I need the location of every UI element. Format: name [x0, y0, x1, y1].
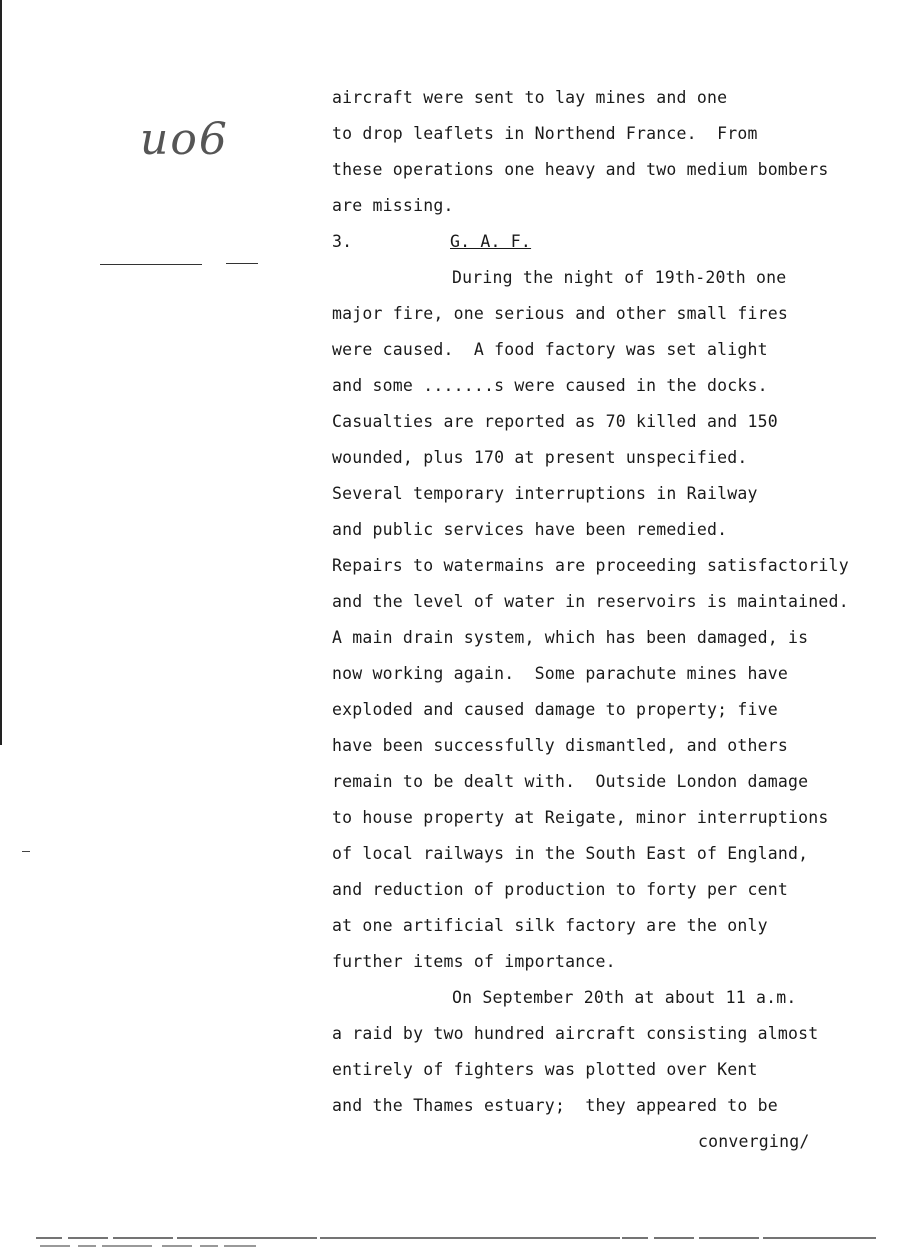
- text-line: at one artificial silk factory are the only: [332, 916, 768, 935]
- text-line: wounded, plus 170 at present unspecified.: [332, 448, 748, 467]
- text-line: and some .......s were caused in the docks.: [332, 376, 768, 395]
- text-line: and the level of water in reservoirs is maintained.: [332, 592, 849, 611]
- catchword: converging/: [698, 1132, 810, 1151]
- text-line: Casualties are reported as 70 killed and 150: [332, 412, 778, 431]
- typed-text-block: [332, 86, 892, 1166]
- text-line: During the night of 19th-20th one: [452, 268, 787, 287]
- margin-rule-right: [226, 263, 258, 264]
- text-line: to house property at Reigate, minor interruptions: [332, 808, 829, 827]
- text-line: A main drain system, which has been damaged, is: [332, 628, 809, 647]
- text-line: now working again. Some parachute mines have: [332, 664, 789, 683]
- text-line: exploded and caused damage to property; five: [332, 700, 778, 719]
- scan-edge-line: [0, 0, 2, 745]
- text-line: and the Thames estuary; they appeared to be: [332, 1096, 778, 1115]
- margin-annotation: uo6: [140, 114, 229, 165]
- text-line: On September 20th at about 11 a.m.: [452, 988, 797, 1007]
- text-line: to drop leaflets in Northend France. From: [332, 124, 758, 143]
- text-line: further items of importance.: [332, 952, 616, 971]
- text-line: aircraft were sent to lay mines and one: [332, 88, 728, 107]
- text-line: these operations one heavy and two medium bombers: [332, 160, 829, 179]
- section-heading: [332, 230, 892, 266]
- text-line: major fire, one serious and other small fires: [332, 304, 789, 323]
- text-line: entirely of fighters was plotted over Kent: [332, 1060, 758, 1079]
- text-line: and public services have been remedied.: [332, 520, 728, 539]
- text-line: are missing.: [332, 196, 454, 215]
- text-line: Several temporary interruptions in Railway: [332, 484, 758, 503]
- section-number: 3.: [332, 232, 353, 251]
- text-line: of local railways in the South East of England,: [332, 844, 809, 863]
- text-line: were caused. A food factory was set alight: [332, 340, 768, 359]
- margin-rule-left: [100, 264, 202, 265]
- footer-rules: [36, 1234, 876, 1252]
- text-line: and reduction of production to forty per cent: [332, 880, 789, 899]
- text-line: have been successfully dismantled, and others: [332, 736, 789, 755]
- text-line: Repairs to watermains are proceeding satisfactorily: [332, 556, 849, 575]
- section-title: G. A. F.: [450, 232, 532, 251]
- text-line: a raid by two hundred aircraft consisting almost: [332, 1024, 819, 1043]
- text-line: remain to be dealt with. Outside London damage: [332, 772, 809, 791]
- margin-tick: [22, 851, 30, 852]
